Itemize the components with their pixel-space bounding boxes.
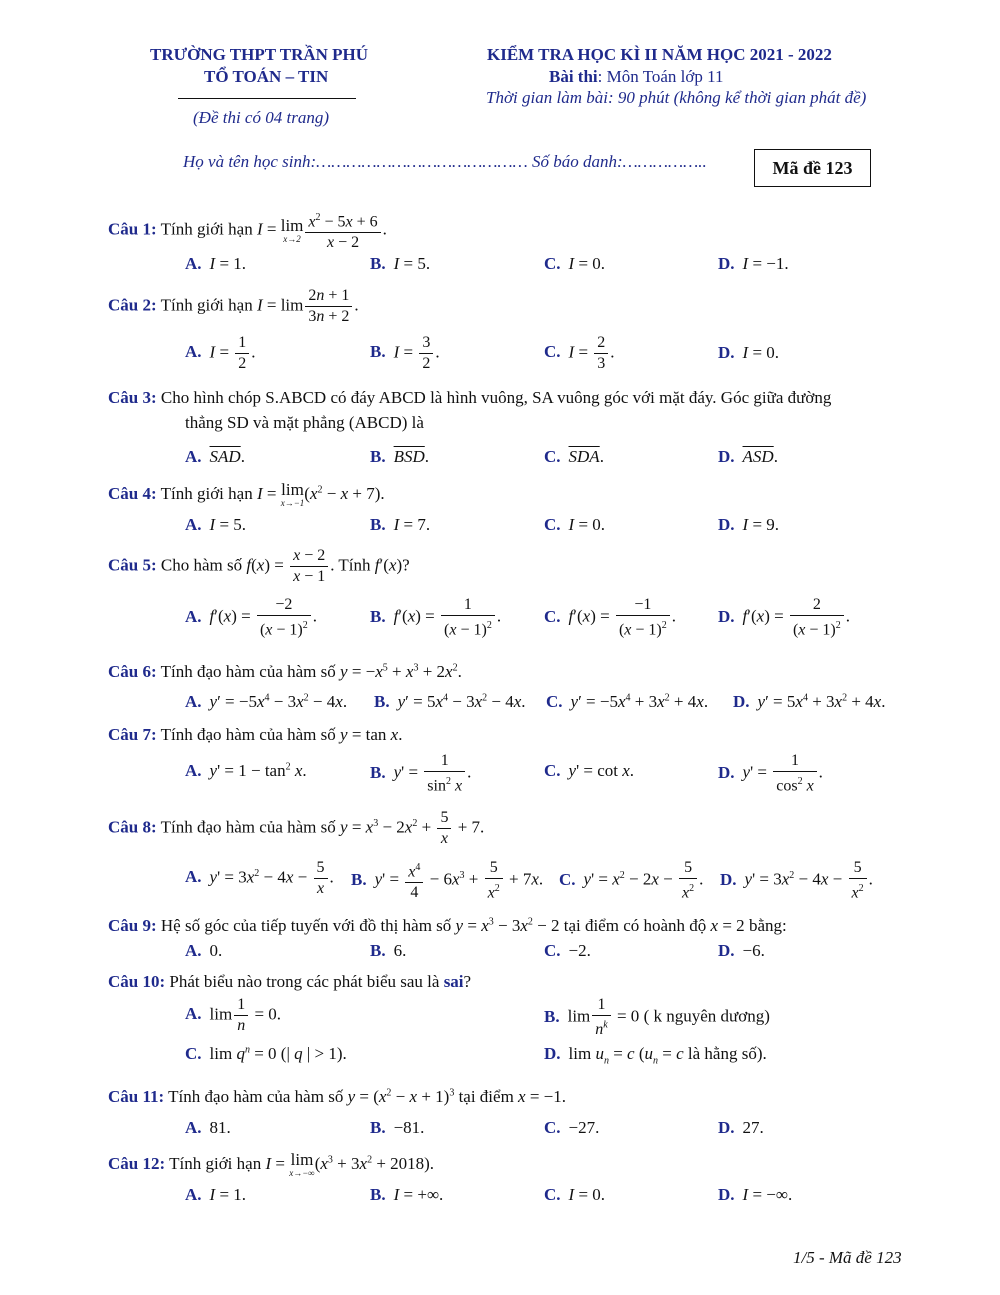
q7-option-b[interactable]: B. y' = $\frac{1}{\sin^2 x}$ . [370,752,472,795]
question-11: Câu 11: Tính đạo hàm của hàm số $y = (x^2 - x + 1)^3$ tại điểm x = −1. [108,1087,567,1106]
q3-option-d[interactable]: D. $\overline{ASD}$. [718,447,778,466]
q6-option-d[interactable]: D. $y' = 5x^4 + 3x^2 + 4x$. [733,692,886,711]
question-4: Câu 4: Tính giới hạn I = lim x→−1 $(x^2 - x + 7)$. [108,480,385,508]
q4-option-a[interactable]: A. I = 5. [185,515,247,534]
pages-note: (Đề thi có 04 trang) [193,108,329,127]
q11-option-d[interactable]: D. 27. [718,1118,764,1137]
q9-option-c[interactable]: C. −2. [544,941,591,960]
header-divider [178,98,356,99]
question-8: Câu 8: Tính đạo hàm của hàm số $y = x^3 - 2x^2$ + $\frac{5}{x}$ + 7. [108,809,485,847]
q3-option-a[interactable]: A. $\overline{SAD}$. [185,447,245,466]
q8-option-a[interactable]: A. $y' = 3x^2 - 4x$ − $\frac{5}{x}$ . [185,859,334,897]
department: TỔ TOÁN – TIN [204,67,329,86]
page-footer: 1/5 - Mã đề 123 [793,1248,902,1267]
q7-option-a[interactable]: A. $y' = 1 - \tan^2 x$. [185,761,307,780]
question-6: Câu 6: Tính đạo hàm của hàm số $y = -x^5 + x^3 + 2x^2$. [108,662,462,681]
q1-option-c[interactable]: C. I = 0. [544,254,606,273]
q9-option-d[interactable]: D. −6. [718,941,765,960]
question-3: Câu 3: Cho hình chóp S.ABCD có đáy ABCD là hình vuông, SA vuông góc với mặt đáy. Góc giữa đường [108,388,832,407]
q7-option-c[interactable]: C. y' = cot x. [544,761,635,780]
exam-time: Thời gian làm bài: 90 phút (không kể thời gian phát đề) [486,88,867,107]
q7-option-d[interactable]: D. y' = $\frac{1}{\cos^2 x}$ . [718,752,823,795]
q8-option-d[interactable]: D. $y' = 3x^2 - 4x$ − $\frac{5}{x^2}$ . [720,859,873,902]
question-9: Câu 9: Hệ số góc của tiếp tuyến với đồ thị hàm số $y = x^3 - 3x^2 - 2$ tại điểm có hoành độ x = 2 bằng: [108,916,787,935]
q8-option-c[interactable]: C. $y' = x^2 - 2x$ − $\frac{5}{x^2}$ . [559,859,704,902]
school-name: TRƯỜNG THPT TRẦN PHÚ [150,45,369,64]
q1-option-b[interactable]: B. I = 5. [370,254,431,273]
q3-option-c[interactable]: C. $\overline{SDA}$. [544,447,604,466]
q2-option-a[interactable]: A. I = $\frac{1}{2}$ . [185,334,256,372]
q12-option-d[interactable]: D. I = −∞. [718,1185,793,1204]
q2-option-d[interactable]: D. I = 0. [718,343,780,362]
question-7: Câu 7: Tính đạo hàm của hàm số y = tan x. [108,725,403,744]
q4-option-c[interactable]: C. I = 0. [544,515,606,534]
q11-option-b[interactable]: B. −81. [370,1118,425,1137]
q6-option-c[interactable]: C. $y' = -5x^4 + 3x^2 + 4x$. [546,692,709,711]
question-3-cont: thẳng SD và mặt phẳng (ABCD) là [185,413,424,432]
q5-option-d[interactable]: D. f′(x) = $\frac{2}{(x - 1)^2}$ . [718,596,850,639]
q10-option-a[interactable]: A. lim $\frac{1}{n}$ = 0. [185,996,282,1034]
q12-option-a[interactable]: A. I = 1. [185,1185,247,1204]
q5-option-c[interactable]: C. f′(x) = $\frac{-1}{(x - 1)^2}$ . [544,596,676,639]
exam-code-box: Mã đề 123 [754,149,871,187]
q3-option-b[interactable]: B. $\overline{BSD}$. [370,447,430,466]
student-info-line: Họ và tên học sinh:…………………………………… Số báo danh:…………….. [183,152,707,171]
exam-title: KIỂM TRA HỌC KÌ II NĂM HỌC 2021 - 2022 [487,45,832,64]
q5-option-b[interactable]: B. f′(x) = $\frac{1}{(x - 1)^2}$ . [370,596,502,639]
q10-option-b[interactable]: B. lim $\frac{1}{n^k}$ = 0 ( k nguyên dương) [544,996,770,1039]
q12-option-b[interactable]: B. I = +∞. [370,1185,444,1204]
q1-option-a[interactable]: A. I = 1. [185,254,247,273]
q1-option-d[interactable]: D. I = −1. [718,254,789,273]
question-2: Câu 2: Tính giới hạn I = lim $\frac{2n + 1}{3n + 2}$ . [108,287,359,325]
q12-option-c[interactable]: C. I = 0. [544,1185,606,1204]
q6-option-a[interactable]: A. $y' = -5x^4 - 3x^2 - 4x$. [185,692,348,711]
q10-option-c[interactable]: C. $\lim q^n = 0$ (| q | > 1). [185,1044,347,1063]
question-5: Câu 5: Cho hàm số f(x) = $\frac{x - 2}{x - 1}$ . Tính f′(x)? [108,547,410,585]
q11-option-a[interactable]: A. 81. [185,1118,231,1137]
q2-option-c[interactable]: C. I = $\frac{2}{3}$ . [544,334,615,372]
question-12: Câu 12: Tính giới hạn I = lim x→−∞ $(x^3 + 3x^2 + 2018)$. [108,1150,435,1178]
q4-option-d[interactable]: D. I = 9. [718,515,780,534]
q8-option-b[interactable]: B. y' = $\frac{x^4}{4}$ − $6x^3$ + $\frac{5}{x^2}$ + 7x. [351,859,544,902]
q4-option-b[interactable]: B. I = 7. [370,515,431,534]
q11-option-c[interactable]: C. −27. [544,1118,600,1137]
q10-option-d[interactable]: D. $\lim u_n = c$ ($u_n = c$ là hằng số). [544,1044,767,1067]
q9-option-b[interactable]: B. 6. [370,941,407,960]
q5-option-a[interactable]: A. f′(x) = $\frac{-2}{(x - 1)^2}$ . [185,596,317,639]
question-1: Câu 1: Tính giới hạn I = lim x→2 $\frac{x^2 - 5x + 6}{x - 2}$ . [108,208,387,253]
q9-option-a[interactable]: A. 0. [185,941,223,960]
question-10: Câu 10: Phát biểu nào trong các phát biểu sau là sai? [108,972,472,991]
q2-option-b[interactable]: B. I = $\frac{3}{2}$ . [370,334,440,372]
q6-option-b[interactable]: B. $y' = 5x^4 - 3x^2 - 4x$. [374,692,526,711]
subject-line: Bài thi: Môn Toán lớp 11 [549,67,724,86]
